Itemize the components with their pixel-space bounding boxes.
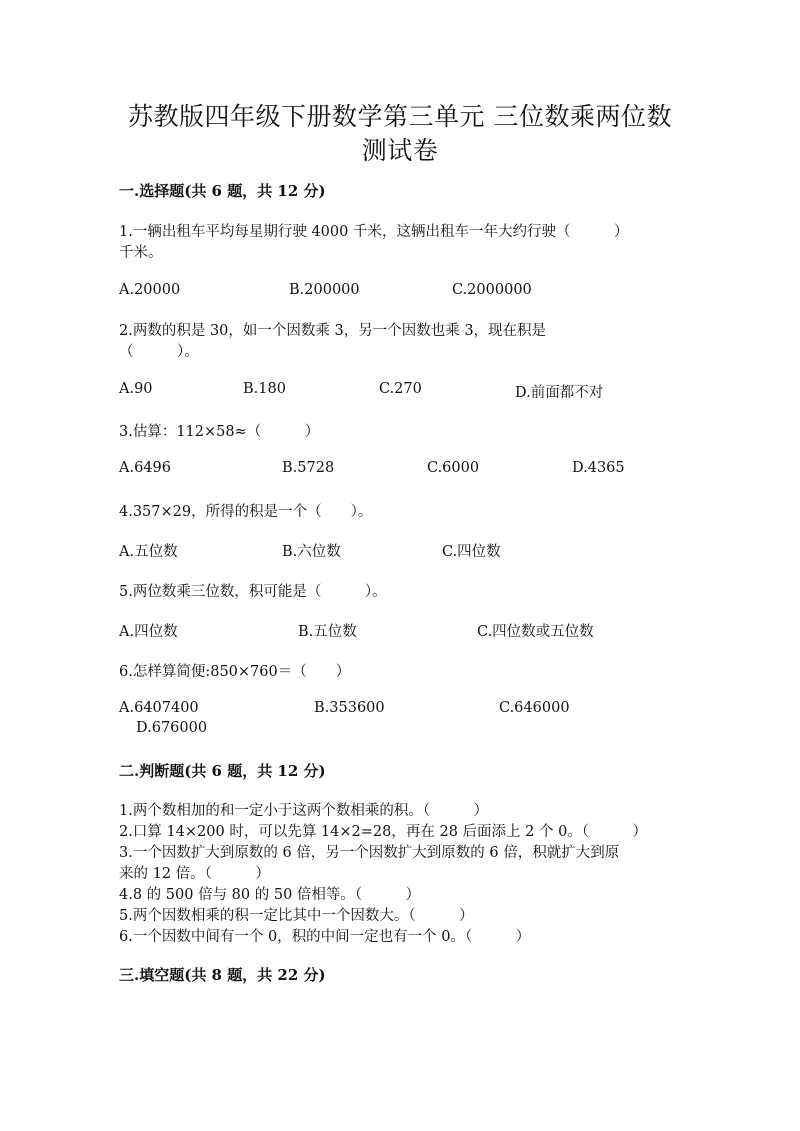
title-line-1: 苏教版四年级下册数学第三单元 三位数乘两位数 — [128, 102, 672, 131]
question-3-option-a[interactable]: A.6496 — [119, 460, 171, 476]
title-line-2: 测试卷 — [361, 136, 439, 165]
question-1-option-b[interactable]: B.200000 — [289, 282, 360, 298]
question-5-option-a[interactable]: A.四位数 — [119, 624, 178, 640]
question-4-text: 4.357×29，所得的积是一个（ ）。 — [119, 504, 373, 520]
section-heading-judgement: 二.判断题(共 6 题，共 12 分) — [119, 762, 326, 780]
judgement-line-2: 2.口算 14×200 时，可以先算 14×2=28，再在 28 后面添上 2 个 0。（ ） — [119, 824, 648, 840]
judgement-line-6: 6.一个因数中间有一个 0，积的中间一定也有一个 0。（ ） — [119, 929, 531, 945]
judgement-line-4: 4.8 的 500 倍与 80 的 50 倍相等。（ ） — [119, 887, 421, 903]
question-5-option-b[interactable]: B.五位数 — [298, 624, 357, 640]
question-2-option-b[interactable]: B.180 — [243, 381, 286, 397]
question-3-text: 3.估算：112×58≈（ ） — [119, 424, 320, 440]
question-2-option-d[interactable]: D.前面都不对 — [515, 385, 604, 401]
question-3-option-b[interactable]: B.5728 — [282, 460, 335, 476]
question-5-option-c[interactable]: C.四位数或五位数 — [477, 624, 594, 640]
judgement-line-5: 5.两个因数相乘的积一定比其中一个因数大。（ ） — [119, 908, 474, 924]
question-1-text: 1.一辆出租车平均每星期行驶 4000 千米，这辆出租车一年大约行驶（ ） — [119, 224, 629, 240]
section-heading-choice: 一.选择题(共 6 题，共 12 分) — [119, 182, 326, 200]
question-4-option-b[interactable]: B.六位数 — [282, 544, 341, 560]
question-5-text: 5.两位数乘三位数，积可能是（ ）。 — [119, 584, 387, 600]
question-2-text: 2.两数的积是 30，如一个因数乘 3，另一个因数也乘 3，现在积是 — [119, 323, 547, 339]
question-6-option-d[interactable]: D.676000 — [136, 720, 208, 736]
question-1-text-cont: 千米。 — [119, 245, 163, 261]
judgement-line-1: 1.两个数相加的和一定小于这两个数相乘的积。（ ） — [119, 803, 489, 819]
judgement-line-3-cont: 来的 12 倍。（ ） — [119, 866, 270, 882]
question-6-text: 6.怎样算简便:850×760＝（ ） — [119, 664, 351, 680]
question-2-text-cont: （ ）。 — [119, 344, 199, 360]
question-6-option-c[interactable]: C.646000 — [499, 700, 570, 716]
question-1-option-c[interactable]: C.2000000 — [452, 282, 532, 298]
question-3-option-c[interactable]: C.6000 — [427, 460, 480, 476]
question-6-option-a[interactable]: A.6407400 — [119, 700, 199, 716]
question-2-option-a[interactable]: A.90 — [119, 381, 153, 397]
question-4-option-a[interactable]: A.五位数 — [119, 544, 178, 560]
section-heading-fill-blank: 三.填空题(共 8 题，共 22 分) — [119, 966, 326, 984]
question-3-option-d[interactable]: D.4365 — [572, 460, 625, 476]
question-1-option-a[interactable]: A.20000 — [119, 282, 181, 298]
question-4-option-c[interactable]: C.四位数 — [442, 544, 501, 560]
question-6-option-b[interactable]: B.353600 — [314, 700, 385, 716]
question-2-option-c[interactable]: C.270 — [379, 381, 422, 397]
judgement-line-3: 3.一个因数扩大到原数的 6 倍，另一个因数扩大到原数的 6 倍，积就扩大到原 — [119, 845, 620, 861]
